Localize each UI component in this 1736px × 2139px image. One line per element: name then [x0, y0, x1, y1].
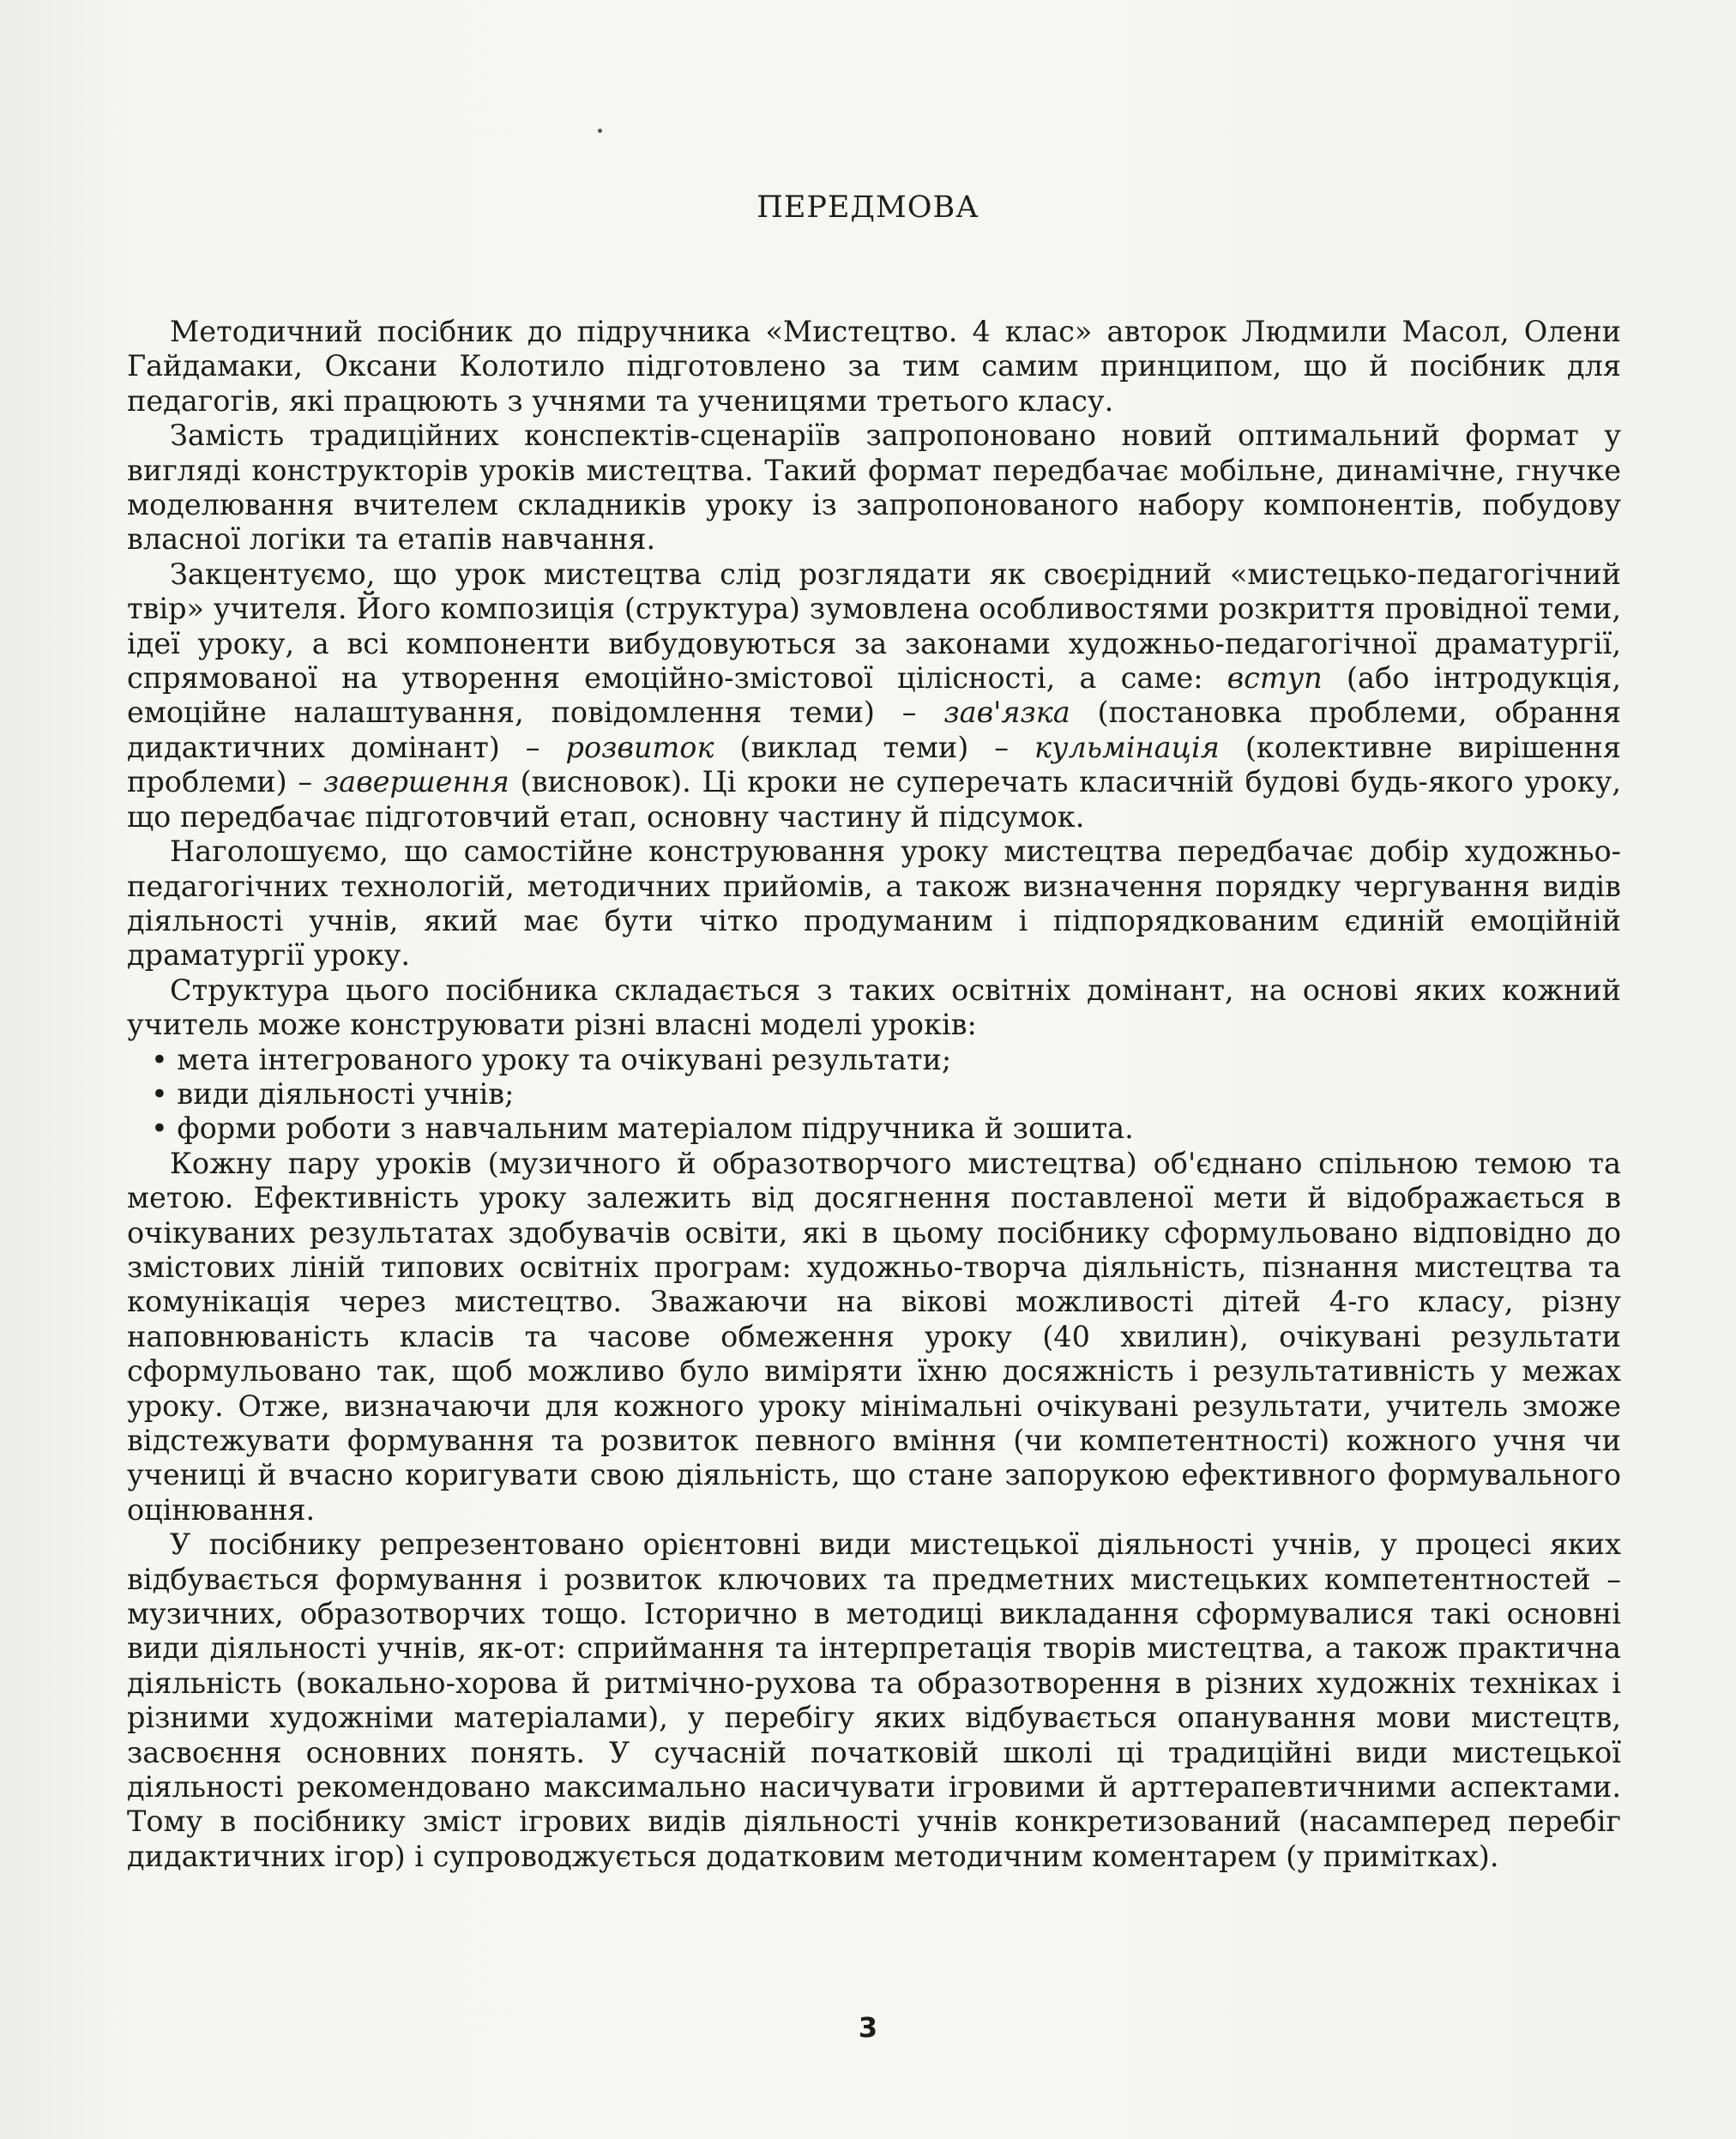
text-run: (виклад теми) – — [714, 730, 1035, 764]
page-number: 3 — [858, 2011, 878, 2044]
list-item — [151, 1043, 1621, 1077]
term-setup: зав'язка — [943, 696, 1070, 730]
text-run: (постановка проблеми, обрання дидактичних домінант) – — [127, 696, 1621, 764]
paragraph-dominants: Структура цього посібника складається з таких освітніх домінант, на основі яких кожний учитель може конструювати різні власні моделі уроків: — [127, 973, 1621, 1042]
bullet-glyph: • — [151, 1076, 168, 1111]
text-run: (або інтродукція, емоційне налаштування, повідомлення теми) – — [127, 661, 1621, 730]
paragraph-intro: Методичний посібник до підручника «Мистецтво. 4 клас» авторок Людмили Масол, Олени Гайдамаки, Оксани Колотило підготовлено за тим самим принципом, що й посібник для педагогів, які працюють з учнями та ученицями третього класу. — [127, 315, 1621, 418]
paragraph-format: Замість традиційних конспектів-сценаріїв запропоновано новий оптимальний формат у вигляді конструкторів уроків мистецтва. Такий формат передбачає мобільне, динамічне, гнучке моделювання вчителем складників уроку із запропонованого набору компонентів, побудову власної логіки та етапів навчання. — [127, 419, 1621, 557]
list-item-text: форми роботи з навчальним матеріалом підручника й зошита. — [177, 1112, 1134, 1146]
paragraph-structure — [127, 557, 1621, 835]
bullet-glyph: • — [151, 1112, 168, 1146]
term-intro: вступ — [1227, 661, 1323, 696]
term-conclusion: завершення — [322, 765, 509, 799]
list-item-text: види діяльності учнів; — [177, 1076, 515, 1111]
paragraph-goals: Кожну пару уроків (музичного й образотворчого мистецтва) об'єднано спільною темою та метою. Ефективність уроку залежить від досягнення поставленої мети й відображається в очікуваних результатах здобувачів освіти, які в цьому посібнику сформульовано відповідно до змістових ліній типових освітніх програм: художньо-творча діяльність, пізнання мистецтва та комунікація через мистецтво. Зважаючи на вікові можливості дітей 4-го класу, різну наповнюваність класів та часове обмеження уроку (40 хвилин), очікувані результати сформульовано так, щоб можливо було виміряти їхню досяжність і результативність у межах уроку. Отже, визначаючи для кожного уроку мінімальні очікувані результати, учитель зможе відстежувати формування та розвиток певного вміння (чи компетентності) кожного учня чи учениці й вчасно коригувати свою діяльність, що стане запорукою ефективного формувального оцінювання. — [127, 1146, 1621, 1527]
term-climax: кульмінація — [1034, 730, 1220, 764]
page-title: ПЕРЕДМОВА — [756, 190, 980, 225]
text-run: Закцентуємо, що урок мистецтва слід розглядати як своєрідний «мистецько-педагогічний твір» учителя. Його композиція (структура) зумовлена особливостями розкриття провідної теми, ідеї уроку, а всі компоненти вибудовуються за законами художньо-педагогічної драматургії, спрямованої на утворення емоційно-змістової цілісності, а саме: — [127, 557, 1621, 696]
text-run: (висновок). Ці кроки не суперечать класичній будові будь-якого уроку, що передбачає підготовчий етап, основну частину й підсумок. — [127, 765, 1622, 834]
list-item-text: мета інтегрованого уроку та очікувані результати; — [177, 1042, 952, 1076]
term-development: розвиток — [565, 730, 714, 764]
print-speck — [598, 129, 602, 133]
list-item — [151, 1112, 1621, 1146]
paragraph-activities: У посібнику репрезентовано орієнтовні види мистецької діяльності учнів, у процесі яких відбувається формування і розвиток ключових та предметних мистецьких компетентностей – музичних, образотворчих тощо. Історично в методиці викладання сформувалися такі основні види діяльності учнів, як-от: сприймання та інтерпретація творів мистецтва, а також практична діяльність (вокально-хорова й ритмічно-рухова та образотворення в різних художніх техніках і різними художніми матеріалами), у перебігу яких відбувається опанування мови мистецтв, засвоєння основних понять. У сучасній початковій школі ці традиційні види мистецької діяльності рекомендовано максимально насичувати ігровими й арттерапевтичними аспектами. Тому в посібнику зміст ігрових видів діяльності учнів конкретизований (насамперед перебіг дидактичних ігор) і супроводжується додатковим методичним коментарем (у примітках). — [127, 1527, 1621, 1873]
dominants-list — [127, 1043, 1621, 1147]
body-text — [127, 315, 1621, 1874]
list-item — [151, 1077, 1621, 1112]
text-run: (колективне вирішення проблеми) – — [127, 730, 1622, 799]
bullet-glyph: • — [151, 1042, 168, 1076]
paragraph-construction: Наголошуємо, що самостійне конструювання уроку мистецтва передбачає добір художньо-педагогічних технологій, методичних прийомів, а також визначення порядку чергування видів діяльності учнів, який має бути чітко продуманим і підпорядкованим єдиній емоційній драматургії уроку. — [127, 835, 1621, 973]
